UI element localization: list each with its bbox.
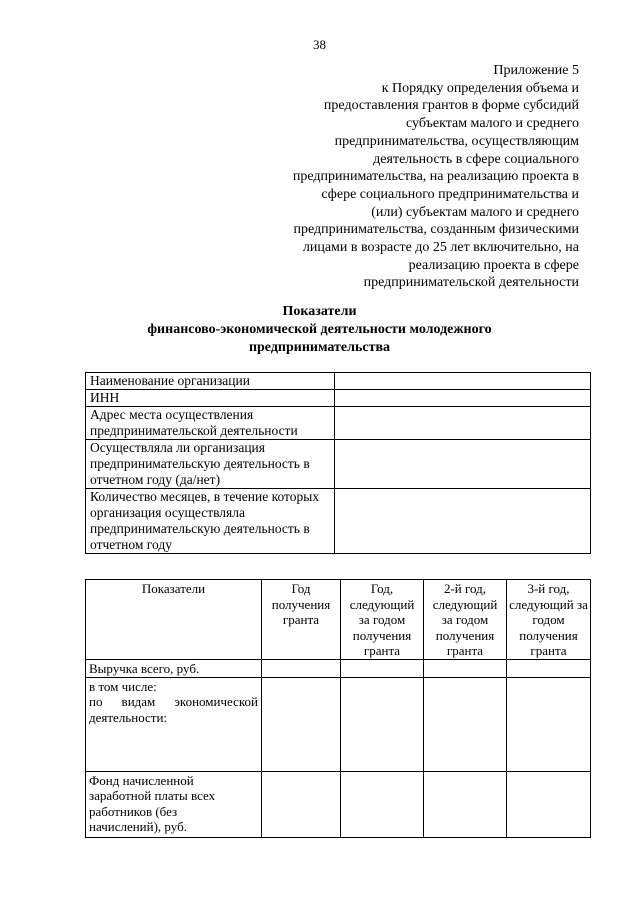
appendix-line: субъектам малого и среднего	[406, 116, 579, 132]
table-cell[interactable]	[424, 771, 507, 837]
appendix-line: предпринимательства, осуществляющим	[334, 133, 579, 149]
table-row	[86, 677, 591, 771]
table-cell[interactable]	[507, 659, 591, 677]
table-cell[interactable]	[341, 659, 424, 677]
appendix-line: предпринимательской деятельности	[363, 275, 579, 291]
table-row	[86, 407, 591, 440]
document-title	[0, 303, 639, 357]
info-label-address: Адрес места осуществления предпринимательской деятельности	[86, 407, 335, 440]
table-header-row	[86, 580, 591, 660]
indicators-table	[85, 579, 591, 838]
appendix-line: реализацию проекта в сфере	[408, 257, 579, 273]
table-cell[interactable]	[262, 659, 341, 677]
table-cell[interactable]	[507, 677, 591, 771]
info-label-activity-flag: Осуществляла ли организация предпринимательскую деятельность в отчетном году (да/нет)	[86, 440, 335, 489]
table-cell[interactable]	[341, 677, 424, 771]
row-label-payroll-fund: Фонд начисленной заработной платы всех работников (без начислений), руб.	[86, 771, 262, 837]
table-row	[86, 440, 591, 489]
appendix-line: лицами в возрасте до 25 лет включительно, на	[302, 240, 579, 256]
info-label-months-count: Количество месяцев, в течение которых организация осуществляла предпринимательскую деятельность в отчетном году	[86, 489, 335, 554]
title-line: предпринимательства	[248, 340, 391, 355]
title-line: Показатели	[282, 304, 357, 319]
table-row	[86, 390, 591, 407]
row-label-by-activity: в том числе: по видам экономической деятельности:	[86, 677, 262, 771]
appendix-line: к Порядку определения объема и	[381, 80, 579, 96]
info-value-months-count[interactable]	[335, 489, 591, 554]
appendix-line: деятельность в сфере социального	[373, 151, 579, 167]
header-third-year-after-grant: 3-й год, следующий за годом получения гранта	[507, 580, 591, 660]
info-label-inn: ИНН	[86, 390, 335, 407]
table-row	[86, 659, 591, 677]
appendix-header	[219, 62, 579, 292]
table-cell[interactable]	[262, 771, 341, 837]
title-line: финансово-экономической деятельности молодежного	[147, 322, 492, 337]
table-cell[interactable]	[507, 771, 591, 837]
page-number: 38	[313, 37, 326, 52]
info-value-inn[interactable]	[335, 390, 591, 407]
table-cell[interactable]	[262, 677, 341, 771]
table-row	[86, 489, 591, 554]
appendix-line: Приложение 5	[493, 63, 579, 78]
header-indicators: Показатели	[86, 580, 262, 660]
table-cell[interactable]	[424, 659, 507, 677]
info-value-address[interactable]	[335, 407, 591, 440]
info-value-activity-flag[interactable]	[335, 440, 591, 489]
appendix-line: предпринимательства, на реализацию проекта в	[292, 169, 579, 185]
appendix-line: предпринимательства, созданным физическими	[293, 222, 579, 238]
info-label-organization-name: Наименование организации	[86, 373, 335, 390]
row-label-revenue: Выручка всего, руб.	[86, 659, 262, 677]
header-grant-year: Год получения гранта	[262, 580, 341, 660]
appendix-line: предоставления грантов в форме субсидий	[323, 98, 579, 114]
organization-info-table	[85, 372, 591, 554]
header-second-year-after-grant: 2-й год, следующий за годом получения гранта	[424, 580, 507, 660]
info-value-organization-name[interactable]	[335, 373, 591, 390]
appendix-line: сфере социального предпринимательства и	[321, 186, 579, 202]
table-cell[interactable]	[341, 771, 424, 837]
header-year-after-grant: Год, следующий за годом получения гранта	[341, 580, 424, 660]
table-cell[interactable]	[424, 677, 507, 771]
table-row	[86, 771, 591, 837]
table-row	[86, 373, 591, 390]
appendix-line: (или) субъектам малого и среднего	[371, 204, 579, 220]
